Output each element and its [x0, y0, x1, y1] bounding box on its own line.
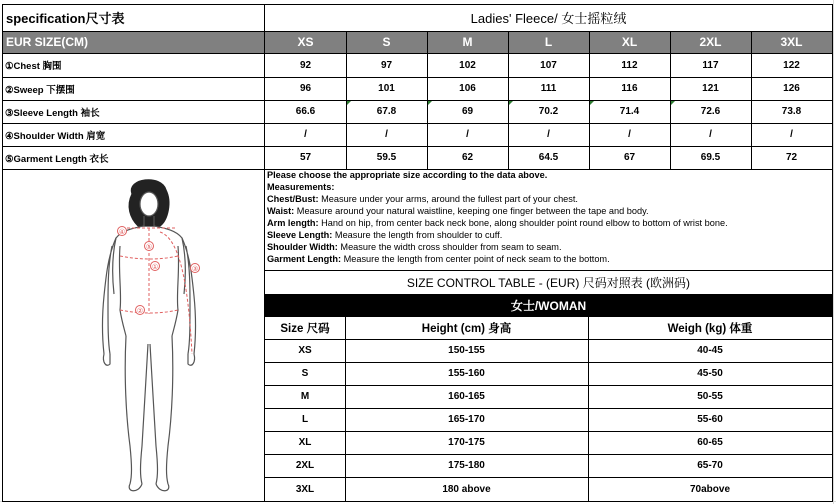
grid-vline	[832, 4, 833, 502]
size-control-cell: 70above	[689, 483, 731, 495]
measurement-value: 111	[540, 83, 557, 94]
grid-vline	[427, 31, 428, 169]
size-header-2xl: 2XL	[670, 31, 751, 53]
grid-hline	[2, 53, 833, 54]
size-control-cell: 150-155	[448, 345, 485, 356]
size-control-cell: 175-180	[448, 460, 485, 471]
size-control-cell: M	[300, 391, 310, 402]
marker-3: ③	[191, 265, 199, 273]
measurement-value: 71.4	[619, 106, 640, 117]
size-control-cell: 170-175	[448, 437, 485, 448]
measurement-notes	[267, 169, 832, 265]
measurement-value: 101	[378, 83, 395, 94]
measurement-value: 112	[621, 59, 638, 71]
measurement-value: 116	[621, 83, 638, 94]
size-control-cell: 3XL	[295, 483, 315, 495]
notes-item-shoulder: Shoulder Width: Measure the width cross shoulder from seam to seam.	[267, 242, 562, 252]
measurement-value: 59.5	[376, 152, 397, 163]
size-control-cell: 40-45	[697, 345, 723, 356]
measurement-label: ①Chest 胸围	[5, 61, 62, 72]
sc-hline	[265, 454, 832, 455]
measure-lines	[120, 228, 192, 354]
grid-vline	[346, 31, 347, 169]
measurement-value: /	[385, 129, 388, 140]
sc-hline	[265, 339, 832, 340]
cell-comment-marker	[509, 101, 513, 105]
size-control-cell: 2XL	[295, 460, 315, 471]
measurement-value: 72	[785, 152, 798, 163]
size-control-cell: 45-50	[697, 368, 723, 379]
measurement-label: ④Shoulder Width 肩宽	[5, 130, 106, 142]
grid-vline	[2, 4, 3, 502]
body-outline	[103, 180, 199, 491]
grid-vline	[670, 31, 671, 169]
grid-hline	[2, 123, 833, 124]
size-header-m: M	[427, 31, 508, 53]
grid-hline	[2, 77, 833, 78]
measurement-value: 66.6	[295, 106, 316, 117]
measurement-value: 92	[299, 59, 312, 71]
size-control-header: Size 尺码	[280, 322, 330, 335]
size-header-xl: XL	[589, 31, 670, 53]
measurement-value: /	[466, 129, 469, 140]
marker-4: ④	[118, 228, 126, 236]
spec-label: specification尺寸表	[6, 11, 125, 26]
size-header-3xl: 3XL	[751, 31, 832, 53]
notes-item-chest: Chest/Bust: Measure under your arms, around the fullest part of your chest.	[267, 194, 578, 204]
measurement-label: ⑤Garment Length 衣长	[5, 153, 109, 165]
size-control-cell: 55-60	[697, 414, 723, 425]
measurement-value: 121	[702, 83, 719, 94]
sc-hline	[265, 362, 832, 363]
cell-comment-marker	[671, 101, 675, 105]
size-control-header: Weigh (kg) 体重	[667, 322, 753, 335]
cell-comment-marker	[590, 101, 594, 105]
page-title: Ladies' Fleece/ 女士摇粒绒	[470, 11, 627, 26]
measurement-value: /	[304, 129, 307, 140]
sc-hline	[265, 270, 832, 271]
grid-hline	[2, 146, 833, 147]
measurement-value: /	[709, 129, 712, 140]
measurement-value: 67.8	[376, 106, 397, 117]
size-control-title: SIZE CONTROL TABLE - (EUR) 尺码对照表 (欧洲码)	[406, 275, 691, 290]
measurement-value: 102	[459, 59, 476, 71]
size-header-s: S	[346, 31, 427, 53]
sc-hline	[265, 294, 832, 295]
size-control-cell: 160-165	[448, 391, 485, 402]
measurement-value: 117	[702, 59, 719, 71]
sc-hline	[265, 316, 832, 317]
cell-comment-marker	[347, 101, 351, 105]
sc-hline	[265, 408, 832, 409]
measurement-value: 106	[459, 83, 476, 94]
grid-hline	[2, 31, 833, 32]
measurement-value: 69.5	[700, 152, 721, 163]
sc-vline	[588, 316, 589, 501]
sc-hline	[265, 431, 832, 432]
size-control-cell: 60-65	[697, 437, 723, 448]
size-header-l: L	[508, 31, 589, 53]
marker-1: ①	[151, 263, 159, 271]
sc-hline	[265, 477, 832, 478]
size-control-cell: XS	[298, 345, 312, 356]
notes-item-sleeve: Sleeve Length: Measure the length from shoulder to cuff.	[267, 230, 503, 240]
measurement-label: ②Sweep 下摆围	[5, 84, 75, 96]
grid-hline	[2, 4, 833, 5]
measurement-value: /	[547, 129, 550, 140]
marker-2: ②	[136, 307, 144, 315]
measurement-label: ③Sleeve Length 袖长	[5, 107, 100, 119]
grid-vline	[508, 31, 509, 169]
measurement-value: 73.8	[781, 106, 802, 117]
measurement-value: /	[628, 129, 631, 140]
measurement-value: 72.6	[700, 106, 721, 117]
size-header-xs: XS	[265, 31, 346, 53]
size-control-cell: 50-55	[697, 391, 723, 402]
size-control-cell: 65-70	[697, 460, 723, 471]
notes-item-arm: Arm length: Hand on hip, from center back neck bone, along shoulder point round elbow to bottom of wrist bone.	[267, 218, 728, 228]
measurement-value: 70.2	[538, 106, 559, 117]
measurement-value: 57	[299, 152, 312, 163]
size-control-cell: L	[301, 414, 309, 425]
notes-item-garment: Garment Length: Measure the length from center point of neck seam to the bottom.	[267, 254, 610, 264]
size-control-cell: XL	[298, 437, 312, 448]
measurement-value: 62	[461, 152, 474, 163]
measurement-value: 67	[623, 152, 636, 163]
cell-comment-marker	[428, 101, 432, 105]
sc-hline	[265, 385, 832, 386]
grid-right	[833, 0, 834, 504]
size-control-cell: 165-170	[448, 414, 485, 425]
size-control-cell: 180 above	[442, 483, 491, 495]
grid-vline	[589, 31, 590, 169]
measurement-value: 69	[461, 106, 474, 117]
measurement-value: /	[790, 129, 793, 140]
notes-intro: Please choose the appropriate size according to the data above.	[267, 170, 548, 180]
measurement-value: 96	[299, 83, 312, 94]
notes-heading: Measurements:	[267, 182, 335, 192]
measurement-value: 64.5	[538, 152, 559, 163]
size-control-cell: S	[301, 368, 309, 379]
marker-5: ⑤	[145, 243, 153, 251]
measurement-figure	[60, 176, 240, 500]
sc-vline	[345, 316, 346, 501]
notes-item-waist: Waist: Measure around your natural waistline, keeping one finger between the tape and body.	[267, 206, 649, 216]
measurement-value: 97	[380, 59, 393, 71]
measurement-value: 107	[540, 59, 557, 71]
measurement-value: 126	[783, 83, 800, 94]
size-control-header: Height (cm) 身高	[421, 322, 512, 335]
measurement-value: 122	[783, 59, 800, 71]
grid-hline	[2, 100, 833, 101]
size-control-cell: 155-160	[448, 368, 485, 379]
size-header-label: EUR SIZE(CM)	[2, 31, 264, 53]
grid-hline	[2, 501, 833, 502]
grid-vline	[751, 31, 752, 169]
size-control-band: 女士/WOMAN	[265, 294, 832, 316]
